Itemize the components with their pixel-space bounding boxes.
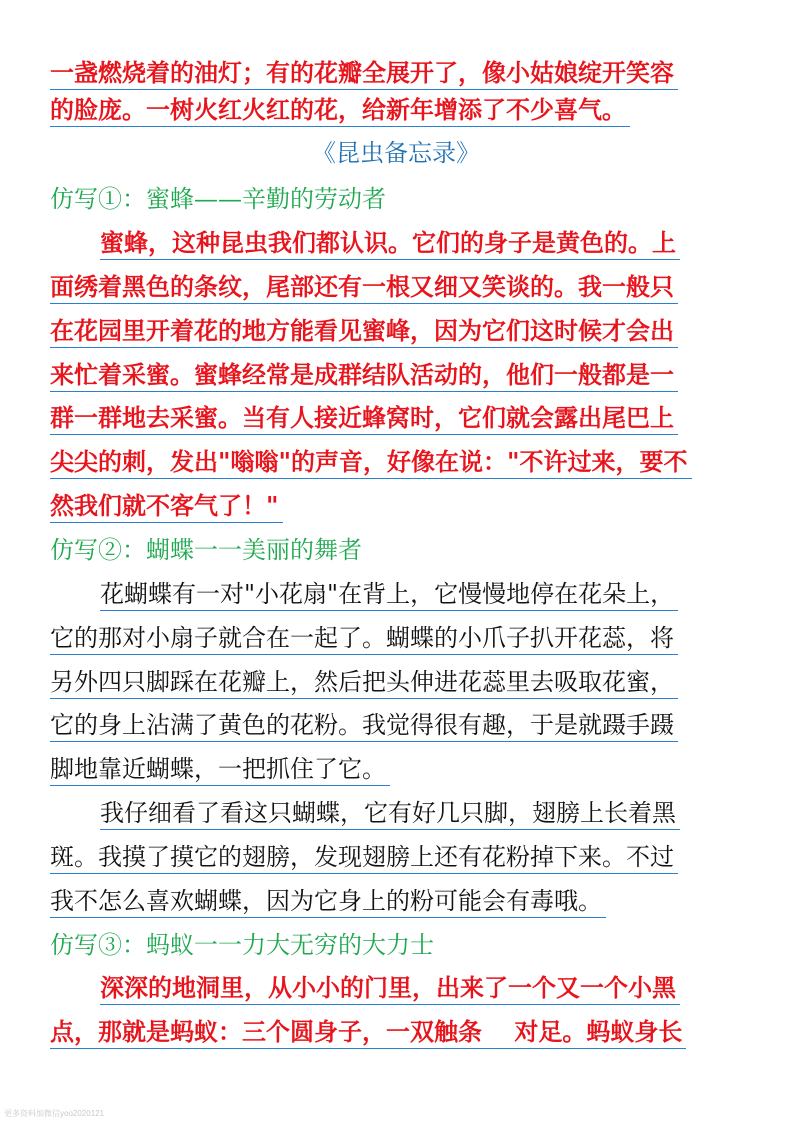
- text-line: 花蝴蝶有一对"小花扇"在背上，它慢慢地停在花朵上，: [100, 578, 678, 611]
- text-line: 尖尖的刺，发出"嗡嗡"的声音，好像在说："不许过来，要不: [50, 446, 692, 479]
- text-line: 另外四只脚踩在花瓣上，然后把头伸进花蕊里去吸取花蜜，: [50, 666, 678, 699]
- text-line: 我不怎么喜欢蝴蝶，因为它身上的粉可能会有毒哦。: [50, 885, 606, 918]
- text-line: 群一群地去采蜜。当有人接近蜂窝时，它们就会露出尾巴上: [50, 402, 678, 435]
- text-line: 它的那对小扇子就合在一起了。蝴蝶的小爪子扒开花蕊，将: [50, 622, 678, 655]
- footer-watermark: 更多资料加微信yoo2020121: [4, 1109, 105, 1118]
- text-line: 深深的地洞里，从小小的门里，出来了一个又一个小黑: [100, 972, 680, 1005]
- text-line: 然我们就不客气了！": [50, 490, 283, 523]
- text-line: 斑。我摸了摸它的翅膀，发现翅膀上还有花粉掉下来。不过: [50, 841, 678, 874]
- text-line: 一盏燃烧着的油灯；有的花瓣全展开了，像小姑娘绽开笑容: [50, 57, 678, 90]
- text-line: 它的身上沾满了黄色的花粉。我觉得很有趣，于是就蹑手蹑: [50, 709, 678, 742]
- text-line: 我仔细看了看这只蝴蝶，它有好几只脚，翅膀上长着黑: [100, 797, 680, 830]
- text-line: 面绣着黑色的条纹，尾部还有一根又细又笑谈的。我一般只: [50, 271, 678, 304]
- page-title: 《昆虫备忘录》: [312, 139, 480, 167]
- text-line: 的脸庞。一树火红火红的花，给新年增添了不少喜气。: [50, 94, 630, 127]
- text-line: 脚地靠近蝴蝶，一把抓住了它。: [50, 753, 390, 786]
- text-line: 在花园里开着花的地方能看见蜜峰，因为它们这时候才会出: [50, 315, 678, 348]
- section-heading-ant: 仿写③：蚂蚁一一力大无穷的大力士: [50, 931, 434, 959]
- section-heading-butterfly: 仿写②：蝴蝶一一美丽的舞者: [50, 536, 362, 564]
- text-line: 来忙着采蜜。蜜蜂经常是成群结队活动的，他们一般都是一: [50, 359, 678, 392]
- section-heading-bee: 仿写①：蜜蜂——辛勤的劳动者: [50, 185, 386, 213]
- text-line: 点，那就是蚂蚁：三个圆身子，一双触条 对足。蚂蚁身长: [50, 1016, 686, 1049]
- text-line: 蜜蜂，这种昆虫我们都认识。它们的身子是黄色的。上: [100, 227, 680, 260]
